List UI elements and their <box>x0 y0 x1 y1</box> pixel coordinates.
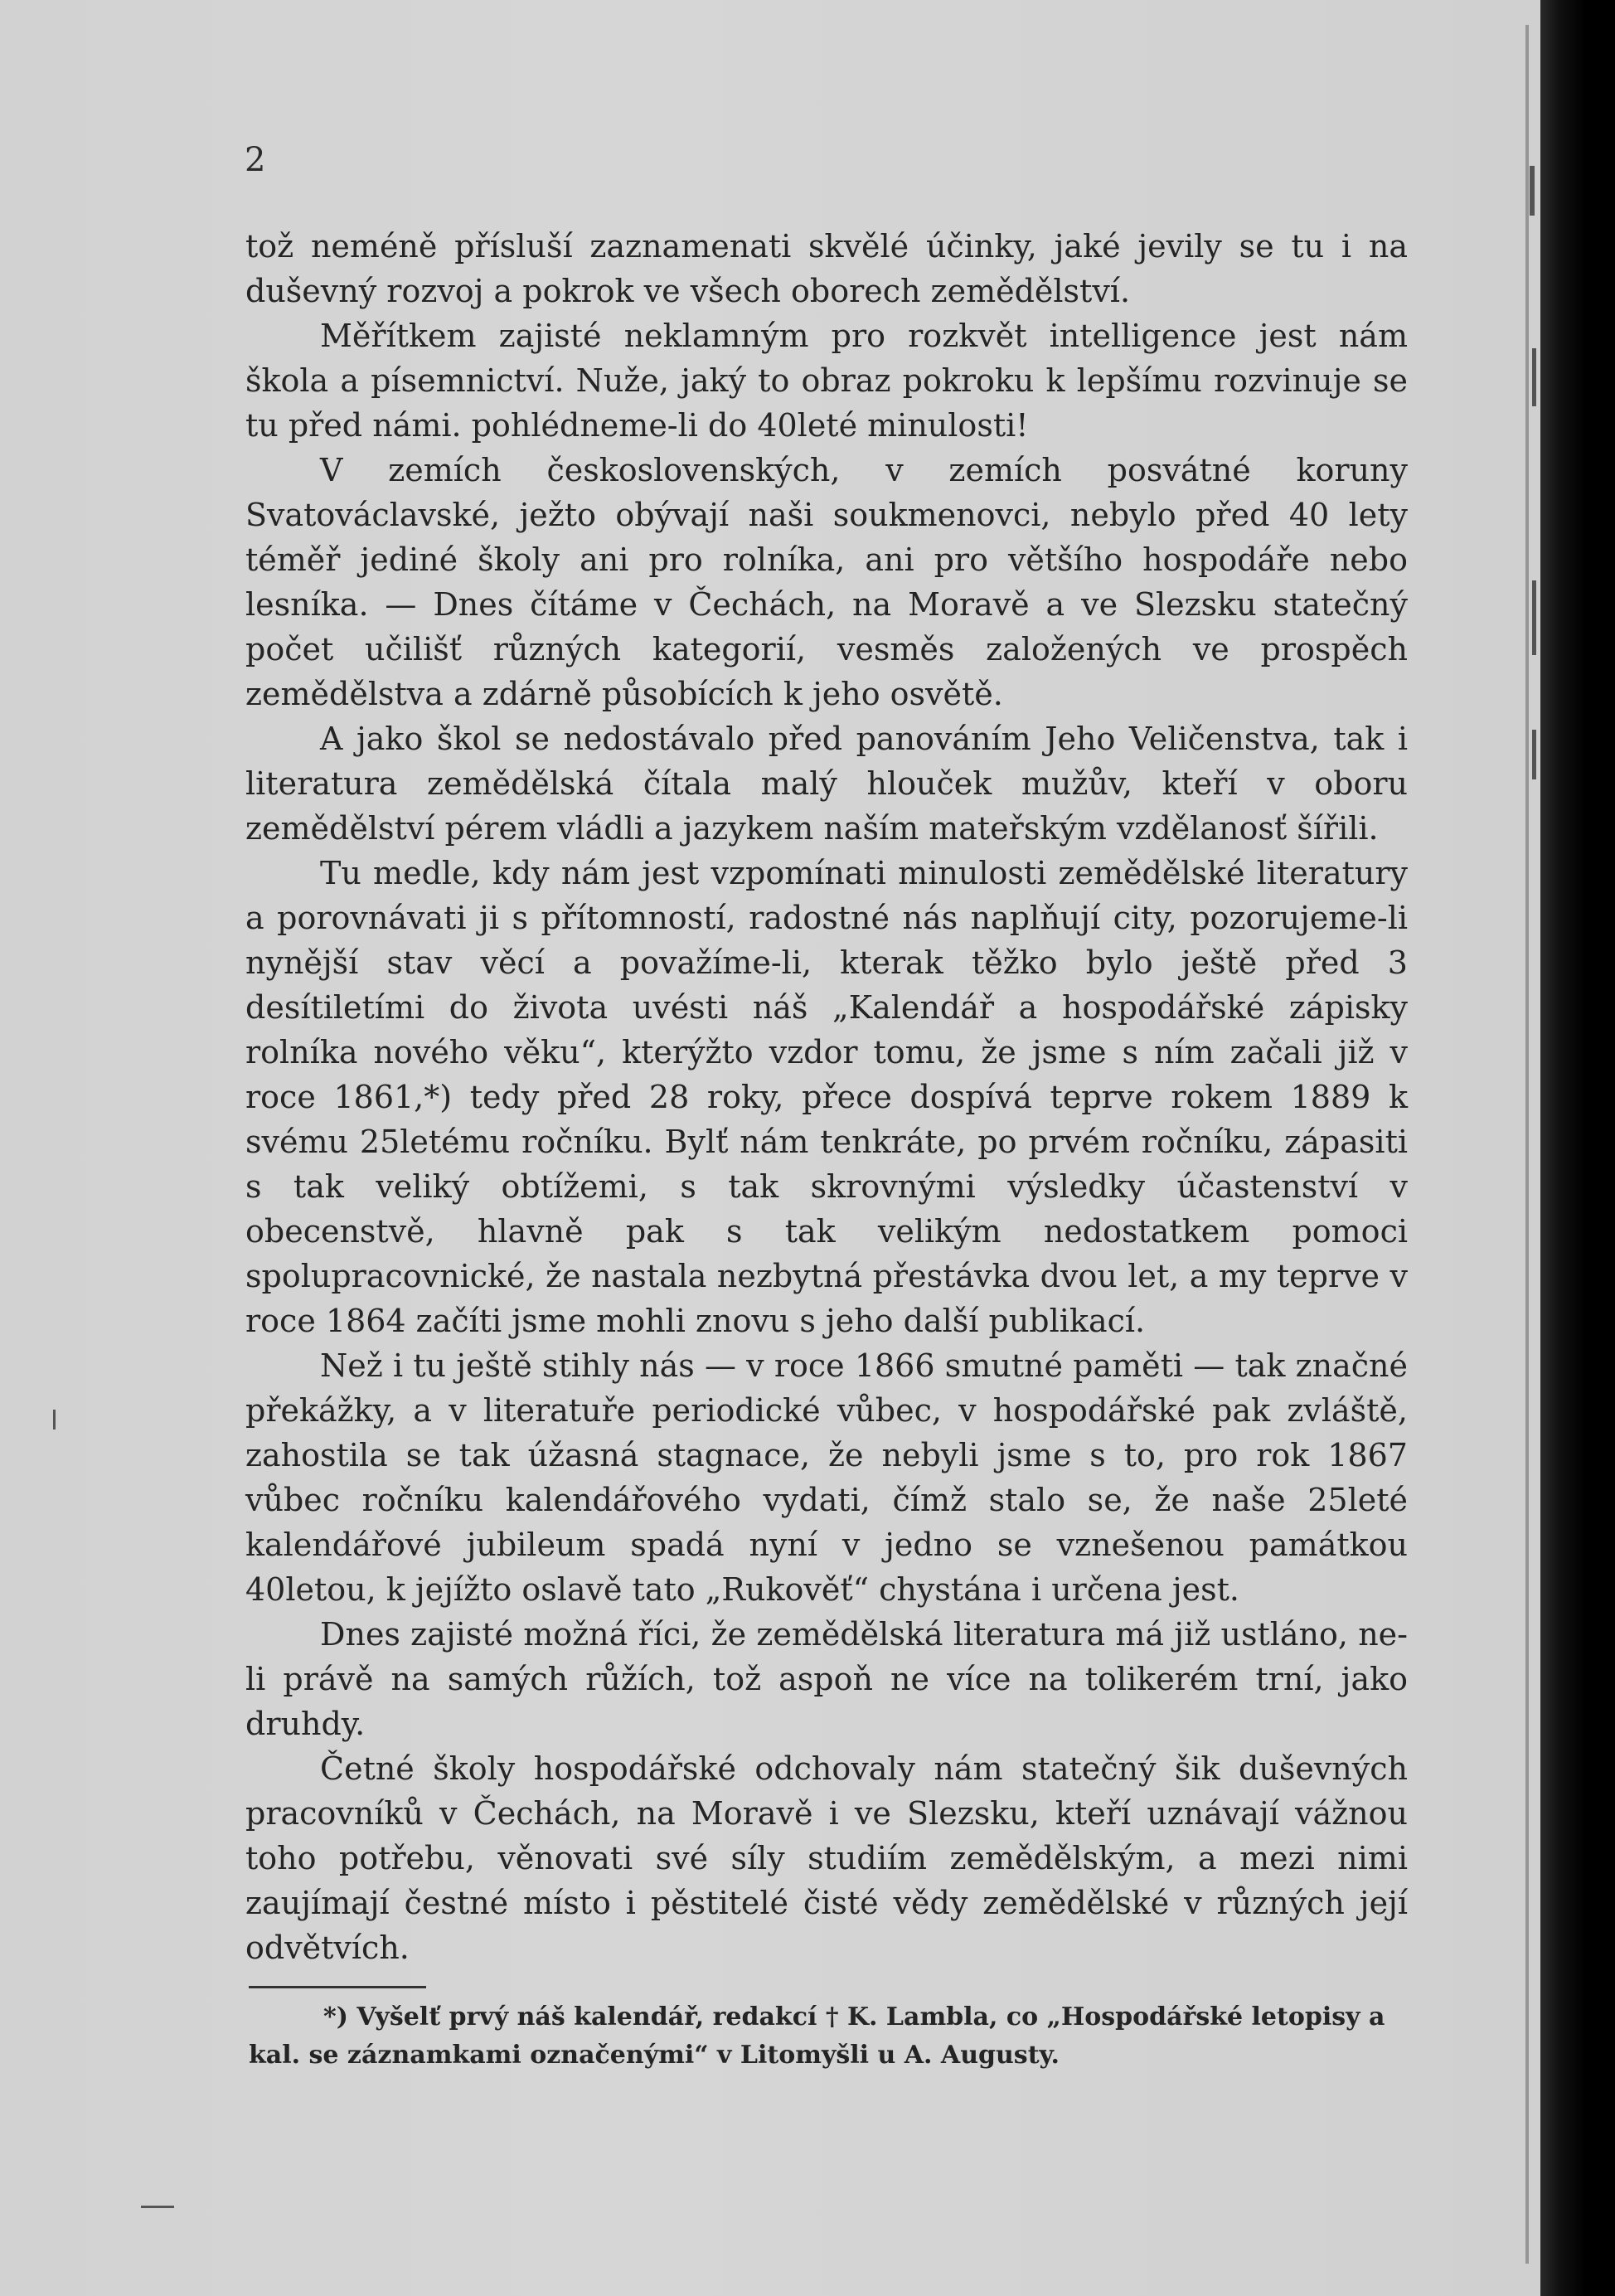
footnote-divider <box>249 1986 426 1988</box>
paragraph: Dnes zajisté možná říci, že zemědělská literatura má již ustláno, ne-li právě na samých růžích, tož aspoň ne více na tolikerém trní, jako druhdy. <box>245 1616 1408 1742</box>
body-text <box>245 224 1408 1970</box>
page-number: 2 <box>245 141 266 179</box>
paragraph: Měřítkem zajisté neklamným pro rozkvět intelligence jest nám škola a písemnictví. Nuže, jaký to obraz pokroku k lepšímu rozvinuje se tu před námi. pohlédneme-li do 40leté minulosti! <box>245 318 1408 444</box>
scan-artifact <box>1530 166 1535 216</box>
footnote: *) Vyšelť prvý náš kalendář, redakcí † K. Lambla, co „Hospodářské letopisy a kal. se záznamkami označenými“ v Litomyšli u A. Augusty. <box>249 2002 1385 2070</box>
scan-edge-shadow <box>1540 0 1615 2296</box>
paragraph: A jako škol se nedostávalo před panováním Jeho Veličenstva, tak i literatura zemědělská čítala malý hlouček mužův, kteří v oboru zemědělství pérem vládli a jazykem naším mateřským vzdělanosť šířili. <box>245 721 1408 847</box>
paragraph: Než i tu ještě stihly nás — v roce 1866 smutné paměti — tak značné překážky, a v literatuře periodické vůbec, v hospodářské pak zvláště, zahostila se tak úžasná stagnace, že nebyli jsme s to, pro rok 1867 vůbec ročníku kalendářového vydati, čímž stalo se, že naše 25leté kalendářové jubileum spadá nyní v jedno se vznešenou památkou 40letou, k jejížto oslavě tato „Rukověť“ chystána i určena jest. <box>245 1347 1408 1608</box>
paragraph: V zemích československých, v zemích posvátné koruny Svatováclavské, ježto obývají naši soukmenovci, nebylo před 40 lety téměř jediné školy ani pro rolníka, ani pro většího hospodáře nebo lesníka. — Dnes čítáme v Čechách, na Moravě a ve Slezsku statečný počet učilišť různých kategorií, vesměs založených ve prospěch zemědělstva a zdárně působících k jeho osvětě. <box>245 452 1408 712</box>
scan-artifact <box>53 1410 56 1430</box>
scan-artifact <box>141 2206 174 2208</box>
page-gutter-shadow <box>1525 25 1529 2264</box>
paragraph: Tu medle, kdy nám jest vzpomínati minulosti zemědělské literatury a porovnávati ji s přítomností, radostné nás naplňují city, pozorujeme-li nynější stav věcí a považíme-li, kterak těžko bylo ještě před 3 desítiletími do života uvésti náš „Kalendář a hospodářské zápisky rolníka nového věku“, kterýžto vzdor tomu, že jsme s ním začali již v roce 1861,*) tedy před 28 roky, přece dospívá teprve rokem 1889 k svému 25letému ročníku. Bylť nám tenkráte, po prvém ročníku, zápasiti s tak veliký obtížemi, s tak skrovnými výsledky účastenství v obecenstvě, hlavně pak s tak velikým nedostatkem pomoci spolupracovnické, že nastala nezbytná přestávka dvou let, a my teprve v roce 1864 začíti jsme mohli znovu s jeho další publikací. <box>245 855 1408 1339</box>
paragraph: tož neméně přísluší zaznamenati skvělé účinky, jaké jevily se tu i na duševný rozvoj a pokrok ve všech oborech zemědělství. <box>245 228 1408 309</box>
scan-artifact <box>1532 348 1536 406</box>
scan-artifact <box>1532 580 1536 655</box>
scan-artifact <box>1532 730 1536 779</box>
paragraph: Četné školy hospodářské odchovaly nám statečný šik duševných pracovníků v Čechách, na Moravě i ve Slezsku, kteří uznávají vážnou toho potřebu, věnovati své síly studiím zemědělským, a mezi nimi zaujímají čestné místo i pěstitelé čisté vědy zemědělské v různých její odvětvích. <box>245 1750 1408 1966</box>
